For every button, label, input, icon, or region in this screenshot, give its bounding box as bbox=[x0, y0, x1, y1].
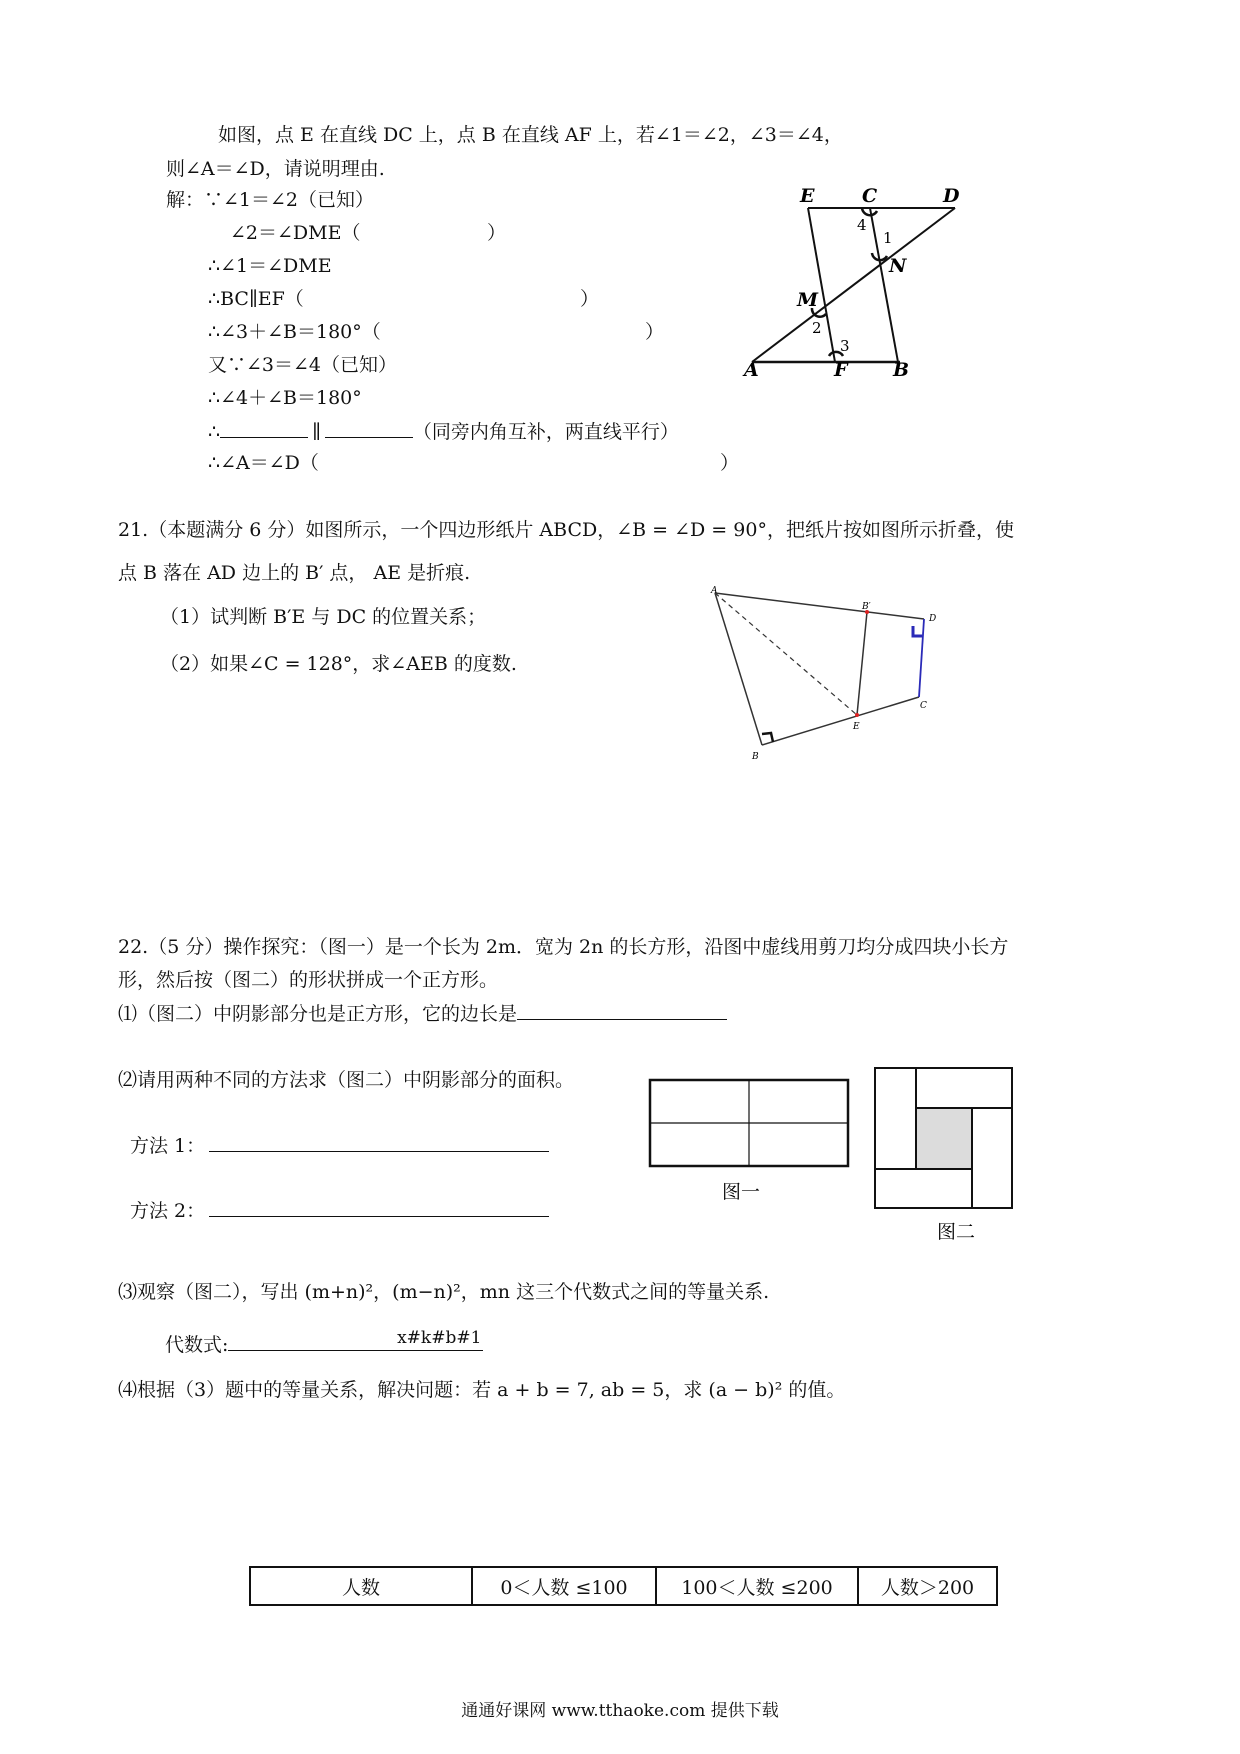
method1-row bbox=[130, 1133, 549, 1158]
q20-line-8 bbox=[208, 419, 679, 444]
label-A: A bbox=[711, 586, 718, 596]
label-C: C bbox=[862, 185, 878, 207]
table-cell: 人数 bbox=[250, 1567, 472, 1605]
figure-two bbox=[870, 1060, 1020, 1245]
side-length-blank[interactable] bbox=[517, 1001, 727, 1020]
figure-one bbox=[640, 1070, 860, 1210]
answer-blank-1[interactable] bbox=[220, 419, 308, 438]
label-D: D bbox=[943, 185, 960, 207]
q22-line2: 形，然后按（图二）的形状拼成一个正方形。 bbox=[118, 969, 499, 991]
table-row bbox=[250, 1567, 997, 1605]
q20-paren-9: ） bbox=[720, 452, 740, 474]
q20-intro2: 则∠A＝∠D，请说明理由. bbox=[166, 158, 385, 180]
label-M: M bbox=[797, 289, 819, 311]
q20-line-5: ∴∠3＋∠B＝180°（ bbox=[208, 321, 381, 343]
q20-line-2: ∠2＝∠DME（ bbox=[230, 222, 361, 244]
table-cell: 0＜人数 ≤100 bbox=[472, 1567, 656, 1605]
q20-paren-5: ） bbox=[645, 321, 665, 343]
q20-line-1: 解：∵∠1＝∠2（已知） bbox=[166, 189, 375, 211]
table-cell: 人数＞200 bbox=[858, 1567, 997, 1605]
label-E: E bbox=[853, 722, 860, 732]
label-D: D bbox=[929, 614, 937, 624]
q20-paren-4: ） bbox=[580, 288, 600, 310]
figure-one-caption: 图一 bbox=[721, 1181, 761, 1203]
line-AD bbox=[752, 208, 955, 362]
q21-sub1: （1）试判断 B′E 与 DC 的位置关系； bbox=[160, 606, 487, 628]
watermark: x#k#b#1 bbox=[397, 1328, 482, 1348]
q22-part4: ⑷根据（3）题中的等量关系，解决问题：若 a + b = 7, ab = 5，求 (a − b)² 的值。 bbox=[118, 1379, 846, 1401]
q20-paren-2: ） bbox=[487, 222, 507, 244]
table-cell: 100＜人数 ≤200 bbox=[656, 1567, 858, 1605]
q20-line-4: ∴BC∥EF（ bbox=[208, 288, 304, 310]
method2-row bbox=[130, 1198, 549, 1223]
q20-reason-8: （同旁内角互补，两直线平行） bbox=[412, 421, 679, 443]
label-C: C bbox=[920, 701, 927, 711]
q21-folding-figure bbox=[700, 580, 960, 765]
q20-line-6: 又∵∠3＝∠4（已知） bbox=[208, 354, 398, 376]
q22-line1: 22.（5 分）操作探究：（图一）是一个长为 2m．宽为 2n 的长方形，沿图中虚线用剪刀均分成四块小长方 bbox=[118, 936, 1009, 958]
label-N: N bbox=[889, 255, 907, 277]
page-footer: 通通好课网 www.tthaoke.com 提供下载 bbox=[461, 1701, 779, 1721]
q20-geometry-figure bbox=[735, 180, 975, 380]
q21-line2: 点 B 落在 AD 边上的 B′ 点， AE 是折痕. bbox=[118, 562, 471, 584]
q20-line-9: ∴∠A＝∠D（ bbox=[208, 452, 319, 474]
q22-part3: ⑶观察（图二），写出 (m+n)²，(m−n)²，mn 这三个代数式之间的等量关系. bbox=[118, 1281, 770, 1303]
label-A: A bbox=[744, 359, 759, 380]
answer-blank-2[interactable] bbox=[325, 419, 413, 438]
q22-part1-text: ⑴（图二）中阴影部分也是正方形，它的边长是 bbox=[118, 1003, 518, 1025]
angle-label-3: 3 bbox=[840, 337, 850, 355]
q22-part2: ⑵请用两种不同的方法求（图二）中阴影部分的面积。 bbox=[118, 1069, 575, 1091]
method1-blank[interactable] bbox=[209, 1133, 549, 1152]
q20-line-3: ∴∠1＝∠DME bbox=[208, 255, 332, 277]
algebra-blank[interactable] bbox=[228, 1328, 483, 1351]
parallel-sign: ∥ bbox=[312, 421, 321, 443]
method2-label: 方法 2： bbox=[130, 1200, 206, 1222]
label-B-prime: B′ bbox=[862, 602, 871, 612]
label-E: E bbox=[800, 185, 815, 207]
algebra-row bbox=[165, 1328, 483, 1357]
angle-label-1: 1 bbox=[883, 229, 893, 247]
algebra-label: 代数式: bbox=[165, 1334, 229, 1356]
angle-label-2: 2 bbox=[812, 319, 822, 337]
line-EF bbox=[808, 208, 835, 362]
label-B: B bbox=[893, 359, 910, 380]
figure-two-caption: 图二 bbox=[936, 1221, 976, 1243]
label-F: F bbox=[834, 359, 848, 380]
q21-sub2: （2）如果∠C = 128°，求∠AEB 的度数. bbox=[160, 653, 517, 675]
people-count-table bbox=[249, 1566, 998, 1606]
q20-intro: 如图，点 E 在直线 DC 上，点 B 在直线 AF 上，若∠1＝∠2，∠3＝∠4， bbox=[218, 124, 843, 146]
q21-line1: 21.（本题满分 6 分）如图所示，一个四边形纸片 ABCD，∠B = ∠D = 90°，把纸片按如图所示折叠，使 bbox=[118, 519, 1014, 541]
q20-therefore: ∴ bbox=[208, 421, 221, 443]
label-B: B bbox=[752, 752, 759, 762]
method1-label: 方法 1： bbox=[130, 1135, 206, 1157]
q20-line-7: ∴∠4＋∠B＝180° bbox=[208, 387, 362, 409]
method2-blank[interactable] bbox=[209, 1198, 549, 1217]
q22-part1 bbox=[118, 1001, 727, 1026]
angle-label-4: 4 bbox=[857, 216, 867, 234]
